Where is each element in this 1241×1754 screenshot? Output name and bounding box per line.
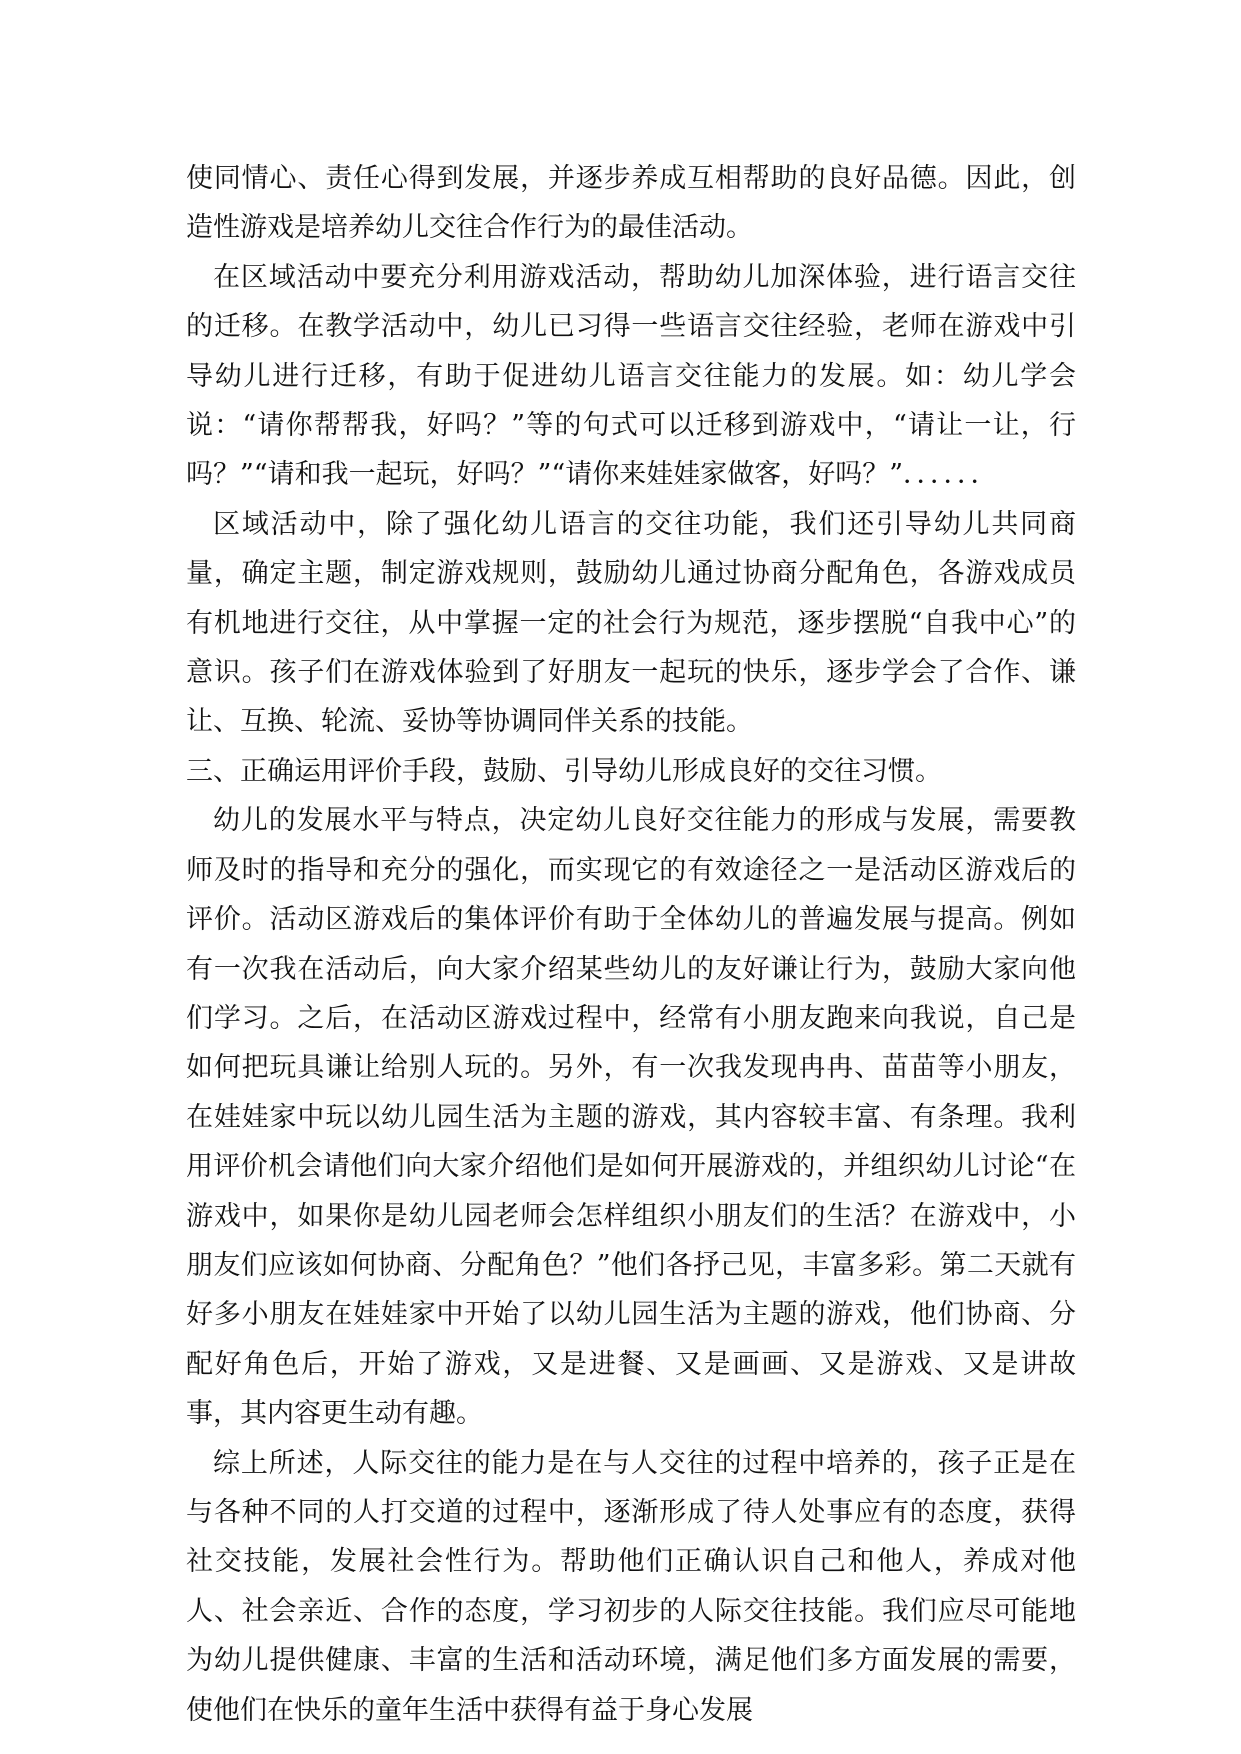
paragraph-continuation: 使同情心、责任心得到发展，并逐步养成互相帮助的良好品德。因此，创造性游戏是培养幼儿交往合作行为的最佳活动。 [186,163,1076,244]
paragraph-evaluation-example: 幼儿的发展水平与特点，决定幼儿良好交往能力的形成与发展，需要教师及时的指导和充分的强化，而实现它的有效途径之一是活动区游戏后的评价。活动区游戏后的集体评价有助于全体幼儿的普遍发展与提高。例如有一次我在活动后，向大家介绍某些幼儿的友好谦让行为，鼓励大家向他们学习。之后，在活动区游戏过程中，经常有小朋友跑来向我说，自己是如何把玩具谦让给别人玩的。另外，有一次我发现冉冉、苗苗等小朋友，在娃娃家中玩以幼儿园生活为主题的游戏，其内容较丰富、有条理。我利用评价机会请他们向大家介绍他们是如何开展游戏的，并组织幼儿讨论“在游戏中，如果你是幼儿园老师会怎样组织小朋友们的生活？在游戏中，小朋友们应该如何协商、分配角色？”他们各抒己见，丰富多彩。第二天就有好多小朋友在娃娃家中开始了以幼儿园生活为主题的游戏，他们协商、分配好角色后，开始了游戏，又是进餐、又是画画、又是游戏、又是讲故事，其内容更生动有趣。 [186,805,1076,1430]
paragraph-summary: 综上所述，人际交往的能力是在与人交往的过程中培养的，孩子正是在与各种不同的人打交道的过程中，逐渐形成了待人处事应有的态度，获得社交技能，发展社会性行为。帮助他们正确认识自己和他人，养成对他人、社会亲近、合作的态度，学习初步的人际交往技能。我们应尽可能地为幼儿提供健康、丰富的生活和活动环境，满足他们多方面发展的需要，使他们在快乐的童年生活中获得有益于身心发展 [186,1447,1076,1726]
paragraph-language-transfer: 在区域活动中要充分利用游戏活动，帮助幼儿加深体验，进行语言交往的迁移。在教学活动中，幼儿已习得一些语言交往经验，老师在游戏中引导幼儿进行迁移，有助于促进幼儿语言交往能力的发展。如：幼儿学会说：“请你帮帮我，好吗？”等的句式可以迁移到游戏中，“请让一让，行吗？”“请和我一起玩，好吗？”“请你来娃娃家做客，好吗？”．．．．．． [186,261,1076,491]
paragraph-role-negotiation: 区域活动中，除了强化幼儿语言的交往功能，我们还引导幼儿共同商量，确定主题，制定游戏规则，鼓励幼儿通过协商分配角色，各游戏成员有机地进行交往，从中掌握一定的社会行为规范，逐步摆脱“自我中心”的意识。孩子们在游戏体验到了好朋友一起玩的快乐，逐步学会了合作、谦让、互换、轮流、妥协等协调同伴关系的技能。 [186,508,1076,738]
document-body [186,154,1076,1735]
section-heading-evaluation: 三、正确运用评价手段，鼓励、引导幼儿形成良好的交往习惯。 [186,755,942,787]
